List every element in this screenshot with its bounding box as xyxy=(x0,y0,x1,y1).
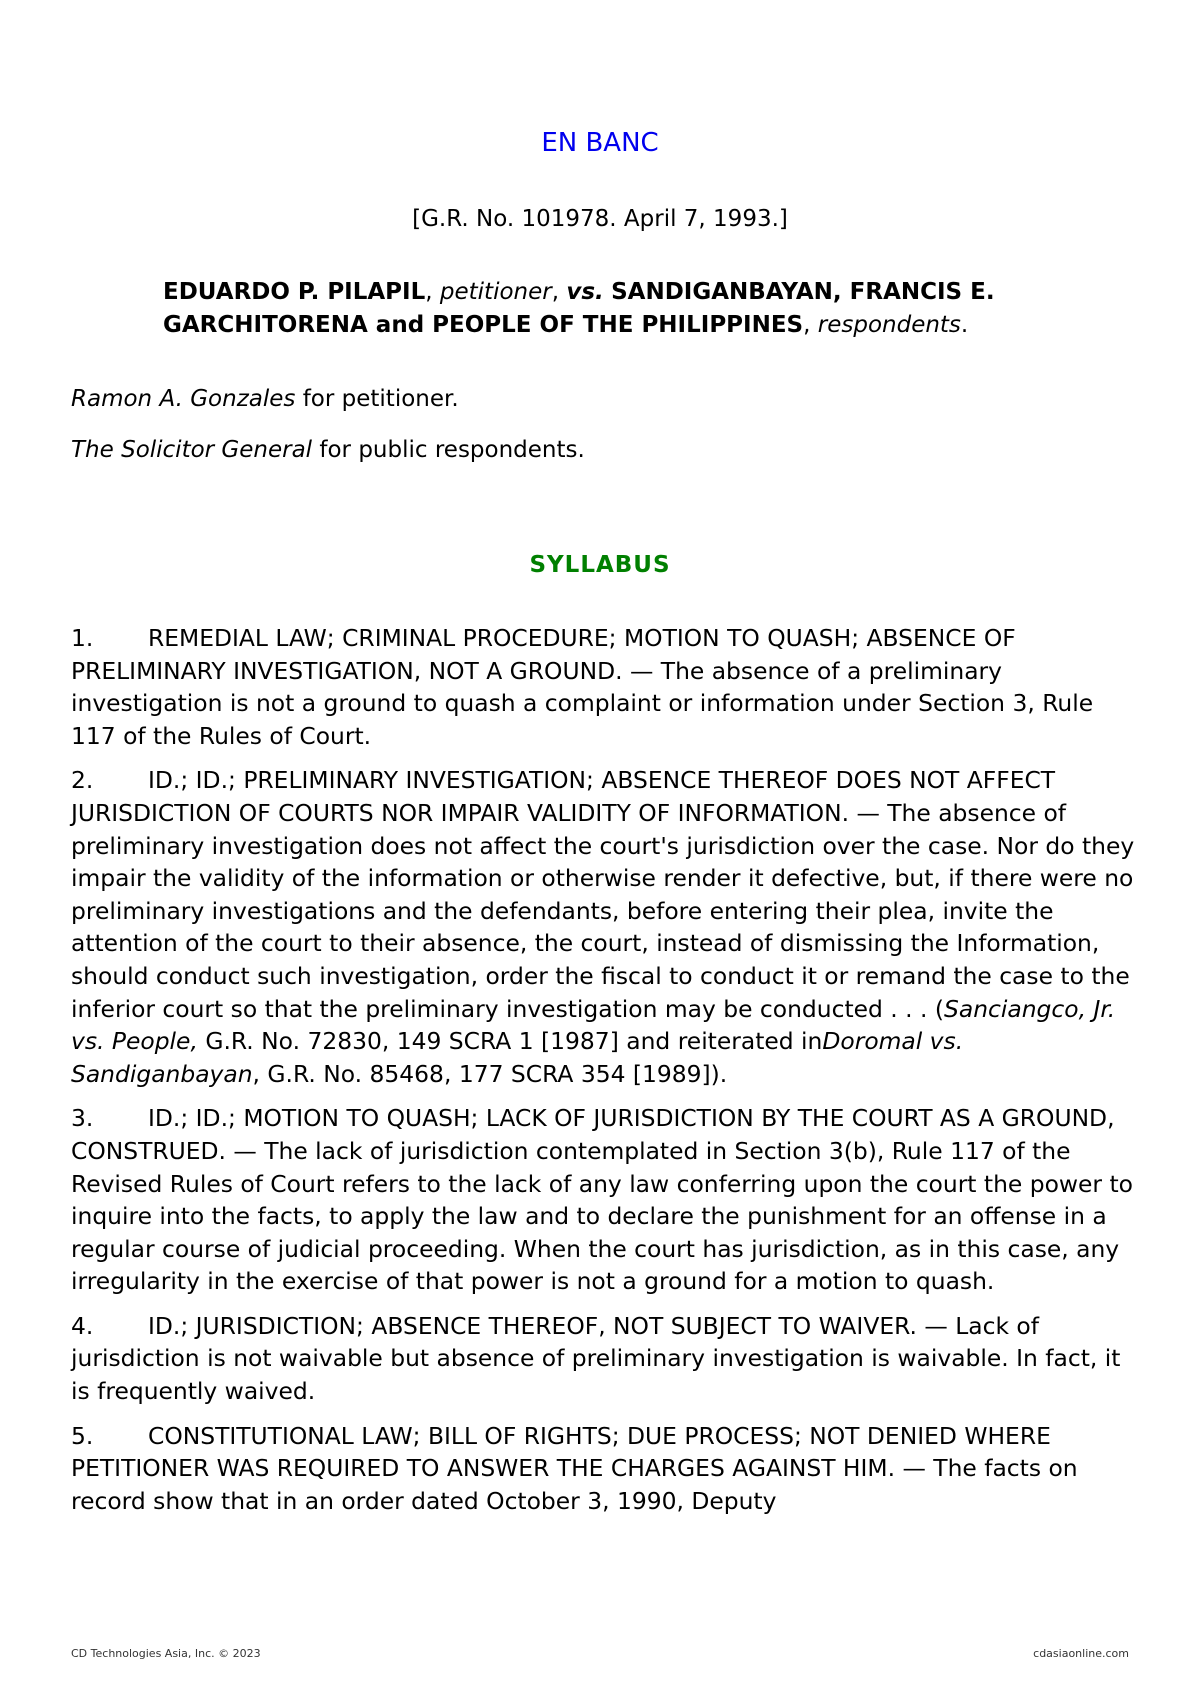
case-caption: EDUARDO P. PILAPIL, petitioner, vs. SANDIGANBAYAN, FRANCIS E. GARCHITORENA and PEOPLE OF THE PHILIPPINES, respondents. xyxy=(163,279,995,338)
item-number: 5. xyxy=(71,1421,94,1450)
petitioner-role: petitioner xyxy=(439,279,552,305)
counsel-respondents xyxy=(71,437,585,463)
counsel-for: for public respondents. xyxy=(319,437,585,463)
counsel-for: for petitioner. xyxy=(302,386,459,412)
item-number: 4. xyxy=(71,1311,94,1340)
respondents-role: respondents xyxy=(817,312,961,338)
footer-copyright: CD Technologies Asia, Inc. © 2023 xyxy=(71,1647,261,1660)
item-text: REMEDIAL LAW; CRIMINAL PROCEDURE; MOTION TO QUASH; ABSENCE OF PRELIMINARY INVESTIGATION, NOT A GROUND. — The absence of a preliminary investigation is not a ground to quash a complaint or information under Section 3, Rule 117 of the Rules of Court. xyxy=(71,624,1094,750)
item-text: CONSTITUTIONAL LAW; BILL OF RIGHTS; DUE PROCESS; NOT DENIED WHERE PETITIONER WAS REQUIRED TO ANSWER THE CHARGES AGAINST HIM. — The facts on record show that in an order dated October 3, 1990, Deputy xyxy=(71,1421,1078,1515)
syllabus-item xyxy=(71,1420,1135,1518)
counsel-petitioner xyxy=(71,386,459,412)
footer-site: cdasiaonline.com xyxy=(1033,1647,1129,1660)
division-heading: EN BANC xyxy=(541,128,659,158)
item-text: ID.; JURISDICTION; ABSENCE THEREOF, NOT SUBJECT TO WAIVER. — Lack of jurisdiction is not waivable but absence of preliminary investigation is waivable. In fact, it is frequently waived. xyxy=(71,1311,1121,1406)
counsel-name: Ramon A. Gonzales xyxy=(71,386,296,412)
citation: Doromal vs. Sandiganbayan xyxy=(71,1027,964,1088)
versus: vs. xyxy=(566,279,604,305)
item-number: 3. xyxy=(71,1104,94,1133)
syllabus-heading: SYLLABUS xyxy=(529,552,671,578)
item-text: ID.; ID.; MOTION TO QUASH; LACK OF JURISDICTION BY THE COURT AS A GROUND, CONSTRUED. — The lack of jurisdiction contemplated in Section 3(b), Rule 117 of the Revised Rules of Court refers to the lack of any law conferring upon the court the power to inquire into the facts, to apply the law and to declare the punishment for an offense in a regular course of judicial proceeding. When the court has jurisdiction, as in this case, any irregularity in the exercise of that power is not a ground for a motion to quash. xyxy=(71,1104,1133,1296)
syllabus-item xyxy=(71,1310,1135,1408)
syllabus-list xyxy=(71,622,1135,1529)
syllabus-item xyxy=(71,764,1135,1090)
syllabus-item xyxy=(71,622,1135,752)
item-number: 1. xyxy=(71,624,94,652)
counsel-name: The Solicitor General xyxy=(71,437,313,463)
respondents-names: SANDIGANBAYAN, FRANCIS E. GARCHITORENA and PEOPLE OF THE PHILIPPINES xyxy=(163,279,995,338)
petitioner-name: EDUARDO P. PILAPIL xyxy=(163,279,426,305)
case-number: [G.R. No. 101978. April 7, 1993.] xyxy=(412,206,788,232)
item-text: G.R. No. 72830, 149 SCRA 1 [1987] and reiterated in xyxy=(197,1027,823,1056)
item-number: 2. xyxy=(71,766,94,795)
item-text: ID.; ID.; PRELIMINARY INVESTIGATION; ABSENCE THEREOF DOES NOT AFFECT JURISDICTION OF COURTS NOR IMPAIR VALIDITY OF INFORMATION. — The absence of preliminary investigation does not affect the court's jurisdiction over the case. Nor do they impair the validity of the information or otherwise render it defective, but, if there were no preliminary investigations and the defendants, before entering their plea, invite the attention of the court to their absence, the court, instead of dismissing the Information, should conduct such investigation, order the fiscal to conduct it or remand the case to the inferior court so that the preliminary investigation may be conducted . . . ( xyxy=(71,766,1135,1023)
syllabus-item xyxy=(71,1102,1135,1298)
item-text: , G.R. No. 85468, 177 SCRA 354 [1989]). xyxy=(252,1059,728,1088)
citation: Sanciangco, Jr. vs. People, xyxy=(71,994,1116,1056)
